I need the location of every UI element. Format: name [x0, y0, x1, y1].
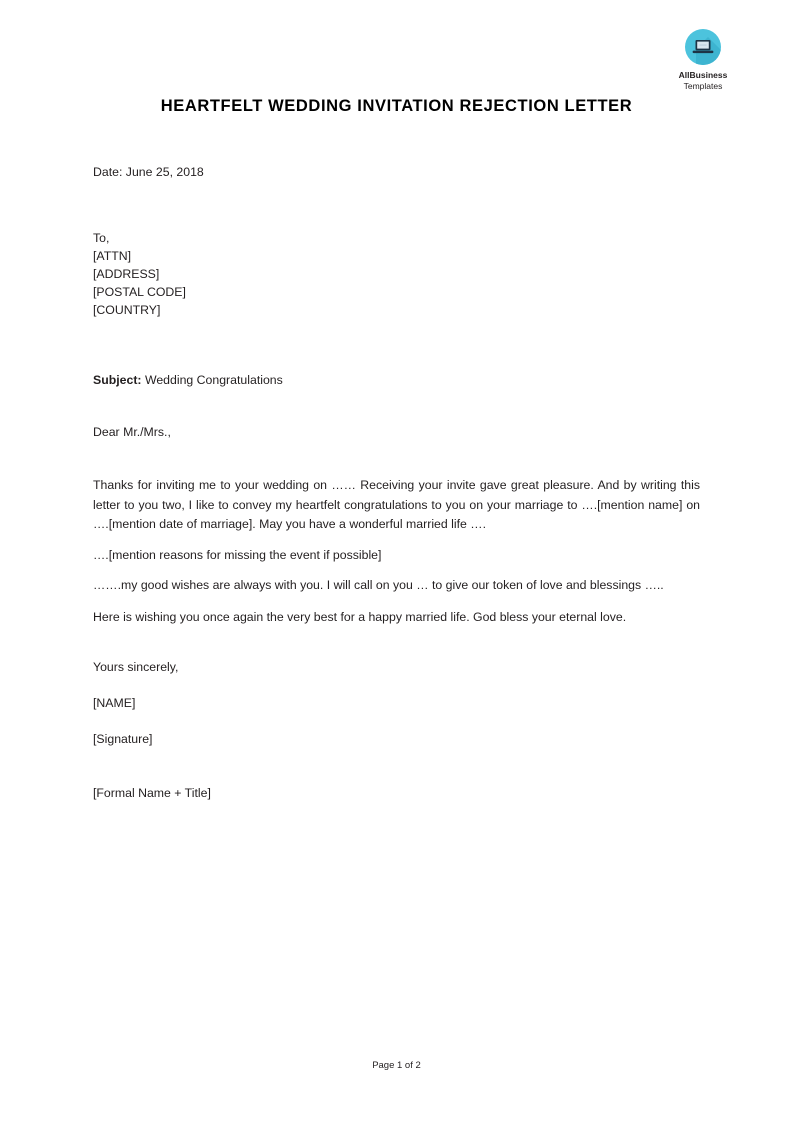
body-paragraph: …….my good wishes are always with you. I will call on you … to give our token of love and blessings …..: [93, 578, 664, 593]
address-line: [COUNTRY]: [93, 303, 161, 317]
brand-name-line2: Templates: [683, 80, 723, 91]
brand-logo-block: [648, 28, 758, 91]
laptop-circle-logo-icon: [684, 28, 722, 66]
signature-name-placeholder: [NAME]: [93, 695, 136, 710]
page-footer: Page 1 of 2: [372, 1060, 421, 1071]
body-paragraph: Thanks for inviting me to your wedding on …… Receiving your invite gave great pleasure. And by writing this letter to you two, I like to convey my heartfelt congratulations to you on your marriage to ….[mention name] on ….[mention date of marriage]. May you have a wonderful married life ….: [93, 478, 700, 532]
subject-label: Subject:: [93, 373, 142, 387]
recipient-address-block: [93, 229, 700, 319]
page-title: HEARTFELT WEDDING INVITATION REJECTION LETTER: [160, 97, 633, 115]
address-line: To,: [93, 231, 110, 245]
formal-name-title-placeholder: [Formal Name + Title]: [93, 785, 211, 800]
address-line: [ATTN]: [93, 249, 132, 263]
salutation: Dear Mr./Mrs.,: [93, 425, 171, 439]
address-line: [ADDRESS]: [93, 267, 160, 281]
brand-name-line1: AllBusiness: [678, 70, 728, 80]
body-paragraph: Here is wishing you once again the very best for a happy married life. God bless your eternal love.: [93, 609, 627, 624]
closing-phrase: Yours sincerely,: [93, 659, 179, 674]
subject-line: [93, 371, 700, 389]
letter-date: Date: June 25, 2018: [93, 165, 204, 179]
letter-body: [93, 163, 700, 802]
brand-name: [648, 70, 758, 91]
body-paragraph: ….[mention reasons for missing the event if possible]: [93, 547, 382, 562]
address-line: [POSTAL CODE]: [93, 285, 186, 299]
subject-value: Wedding Congratulations: [144, 373, 283, 387]
signature-placeholder: [Signature]: [93, 731, 153, 746]
